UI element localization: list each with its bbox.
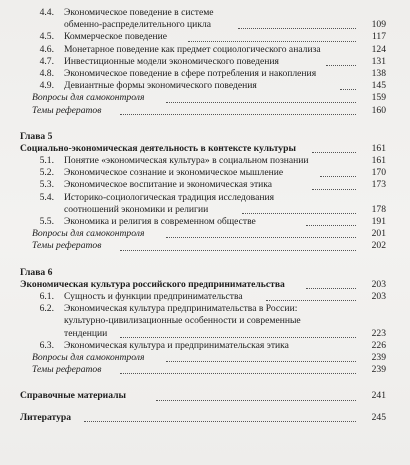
dot-leader bbox=[266, 300, 356, 301]
toc-entry bbox=[20, 364, 386, 376]
section-title: Экономика и религия в современном обществе bbox=[64, 216, 256, 228]
toc-entry bbox=[20, 92, 386, 104]
section-title-cont: тенденции bbox=[64, 327, 108, 339]
section-title: Экономическое поведение в системе bbox=[64, 7, 214, 18]
toc-entry bbox=[20, 31, 386, 43]
toc-entry bbox=[20, 240, 386, 252]
section-number: 6.2. bbox=[39, 303, 54, 315]
section-title: Понятие «экономическая культура» в социальном познании bbox=[64, 155, 309, 167]
toc-entry bbox=[20, 167, 386, 179]
section-number: 5.1. bbox=[39, 155, 54, 167]
dot-leader bbox=[238, 28, 356, 29]
section-title: Девиантные формы экономического поведения bbox=[64, 80, 257, 92]
questions-title: Вопросы для самоконтроля bbox=[32, 228, 145, 240]
chapter-heading bbox=[20, 279, 386, 291]
page-number: 131 bbox=[371, 55, 386, 67]
section-number: 5.3. bbox=[39, 179, 54, 191]
toc-entry bbox=[20, 80, 386, 92]
section-number: 6.3. bbox=[39, 339, 54, 351]
dot-leader bbox=[306, 225, 356, 226]
toc-entry bbox=[20, 303, 386, 340]
section-title-cont: соотношений экономики и религии bbox=[64, 203, 209, 215]
page-number: 245 bbox=[371, 411, 386, 423]
dot-leader bbox=[166, 237, 356, 238]
toc-entry bbox=[20, 68, 386, 80]
section-title: Экономическое воспитание и экономическая этика bbox=[64, 179, 273, 191]
section-number: 5.4. bbox=[39, 191, 54, 203]
dot-leader bbox=[120, 250, 356, 251]
dot-leader bbox=[242, 213, 356, 214]
dot-leader bbox=[120, 114, 356, 115]
chapter-heading bbox=[20, 143, 386, 155]
page-number: 161 bbox=[371, 142, 386, 154]
section-title: Экономическая культура предпринимательства в России: bbox=[64, 303, 298, 315]
page-number: 239 bbox=[371, 351, 386, 363]
page-number: 239 bbox=[371, 364, 386, 376]
page-number: 145 bbox=[371, 80, 386, 92]
section-title: Историко-социологическая традиция исследования bbox=[64, 191, 275, 203]
dot-leader bbox=[166, 102, 356, 103]
page-number: 241 bbox=[371, 390, 386, 402]
page-number: 117 bbox=[371, 31, 386, 43]
toc-entry bbox=[20, 105, 386, 117]
page-number: 203 bbox=[371, 290, 386, 302]
dot-leader bbox=[188, 41, 356, 42]
section-title: Экономическое сознание и экономическое мышление bbox=[64, 167, 284, 179]
dot-leader bbox=[120, 337, 356, 338]
section-title: Монетарное поведение как предмет социологического анализа bbox=[64, 43, 321, 55]
section-number: 5.5. bbox=[39, 216, 54, 228]
dot-leader bbox=[120, 373, 356, 374]
section-number: 4.9. bbox=[39, 80, 54, 92]
dot-leader bbox=[312, 152, 356, 153]
table-of-contents bbox=[20, 7, 386, 424]
chapter-title: Социально-экономическая деятельность в контексте культуры bbox=[20, 142, 296, 154]
toc-entry bbox=[20, 216, 386, 228]
page-number: 109 bbox=[371, 19, 386, 31]
toc-entry bbox=[20, 412, 386, 424]
page-number: 203 bbox=[371, 278, 386, 290]
chapter-title: Экономическая культура российского предпринимательства bbox=[20, 278, 285, 290]
reference-title: Справочные материалы bbox=[20, 390, 126, 402]
toc-entry bbox=[20, 179, 386, 191]
section-number: 4.7. bbox=[39, 55, 54, 67]
page-number: 191 bbox=[371, 216, 386, 228]
section-number: 4.8. bbox=[39, 67, 54, 79]
page-number: 201 bbox=[371, 228, 386, 240]
page-number: 202 bbox=[371, 240, 386, 252]
toc-entry bbox=[20, 340, 386, 352]
section-title: Инвестиционные модели экономического поведения bbox=[64, 55, 279, 67]
page-number: 226 bbox=[371, 339, 386, 351]
page-number: 223 bbox=[371, 327, 386, 339]
dot-leader bbox=[312, 189, 356, 190]
toc-entry bbox=[20, 44, 386, 56]
page-number: 124 bbox=[371, 43, 386, 55]
page-number: 161 bbox=[371, 155, 386, 167]
toc-entry bbox=[20, 155, 386, 167]
essays-title: Темы рефератов bbox=[32, 240, 102, 252]
questions-title: Вопросы для самоконтроля bbox=[32, 351, 145, 363]
toc-entry bbox=[20, 228, 386, 240]
dot-leader bbox=[156, 400, 356, 401]
section-number: 4.5. bbox=[39, 31, 54, 43]
essays-title: Темы рефератов bbox=[32, 364, 102, 376]
page-number: 170 bbox=[371, 167, 386, 179]
toc-entry bbox=[20, 7, 386, 31]
section-number: 4.4. bbox=[39, 7, 54, 18]
section-title-cont: обменно-распределительного цикла bbox=[64, 19, 212, 31]
toc-entry bbox=[20, 56, 386, 68]
section-title-cont: культурно-цивилизационные особенности и современные bbox=[64, 315, 301, 327]
page-number: 138 bbox=[371, 67, 386, 79]
chapter-label: Глава 6 bbox=[20, 266, 53, 278]
section-title: Экономическое поведение в сфере потребления и накопления bbox=[64, 67, 317, 79]
section-number: 5.2. bbox=[39, 167, 54, 179]
dot-leader bbox=[340, 89, 356, 90]
literature-title: Литература bbox=[20, 411, 72, 423]
dot-leader bbox=[320, 176, 356, 177]
section-title: Экономическая культура и предпринимательская этика bbox=[64, 339, 289, 351]
toc-entry bbox=[20, 390, 386, 402]
page-number: 178 bbox=[371, 203, 386, 215]
questions-title: Вопросы для самоконтроля bbox=[32, 92, 145, 104]
dot-leader bbox=[326, 65, 356, 66]
page-number: 173 bbox=[371, 179, 386, 191]
page-number: 160 bbox=[371, 104, 386, 116]
toc-entry bbox=[20, 192, 386, 216]
dot-leader bbox=[84, 421, 356, 422]
toc-entry bbox=[20, 352, 386, 364]
chapter-label: Глава 5 bbox=[20, 130, 53, 142]
section-number: 4.6. bbox=[39, 43, 54, 55]
toc-entry bbox=[20, 291, 386, 303]
dot-leader bbox=[306, 288, 356, 289]
essays-title: Темы рефератов bbox=[32, 104, 102, 116]
page-number: 159 bbox=[371, 92, 386, 104]
section-title: Сущность и функции предпринимательства bbox=[64, 290, 243, 302]
section-number: 6.1. bbox=[39, 290, 54, 302]
section-title: Коммерческое поведение bbox=[64, 31, 168, 43]
dot-leader bbox=[166, 361, 356, 362]
